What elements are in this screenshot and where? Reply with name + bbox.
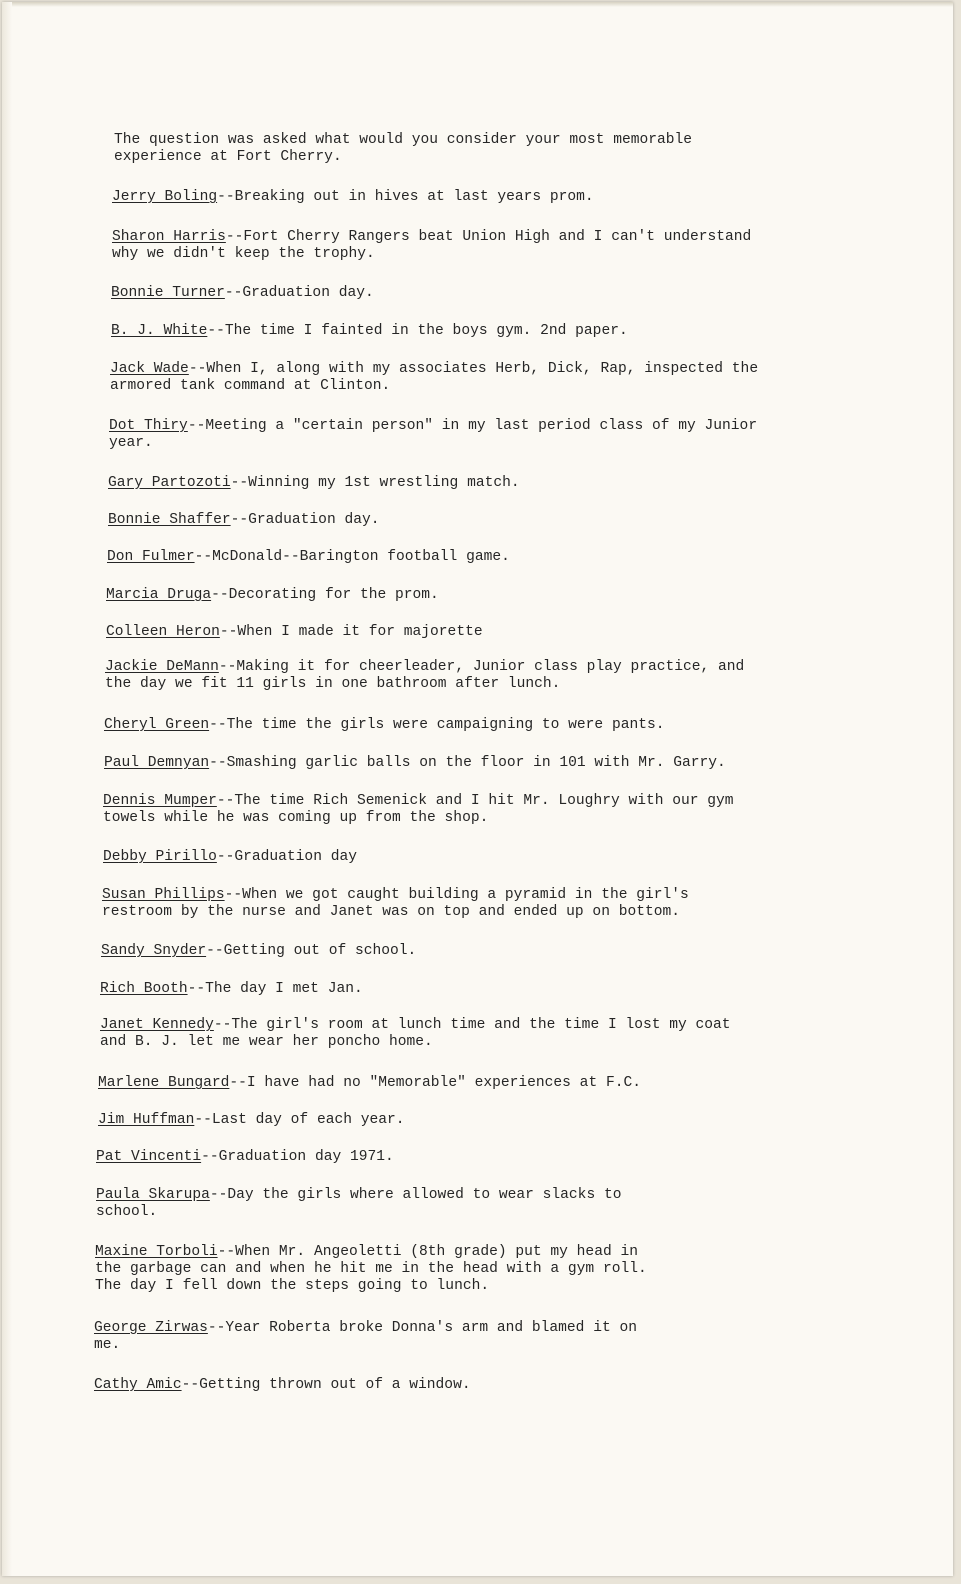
entry-name: Cathy Amic (94, 1377, 182, 1393)
entry-name: Janet Kennedy (100, 1017, 214, 1033)
entry-text: --Making it for cheerleader, Junior class play practice, and the day we fit 11 girls in one bathroom after lunch. (105, 659, 745, 692)
entry-name: Sharon Harris (112, 229, 226, 245)
entry-text: --Last day of each year. (194, 1112, 405, 1128)
entry-text: --The time the girls were campaigning to were pants. (209, 717, 665, 733)
entry-name: Maxine Torboli (95, 1244, 218, 1260)
entry-name: Marlene Bungard (98, 1075, 230, 1091)
entry (112, 229, 751, 263)
entry (104, 755, 726, 772)
paper-left-edge (2, 2, 12, 1576)
entry (111, 323, 628, 340)
entry-name: Bonnie Shaffer (108, 512, 231, 528)
entry-text: --Meeting a "certain person" in my last period class of my Junior year. (109, 418, 758, 451)
entry (94, 1320, 637, 1354)
entry-name: Paul Demnyan (104, 755, 210, 771)
entry-text: --The time I fainted in the boys gym. 2nd paper. (207, 323, 628, 339)
entry-text: --Getting thrown out of a window. (181, 1377, 471, 1393)
entry-text: --Winning my 1st wrestling match. (230, 475, 520, 491)
entry-name: Jim Huffman (98, 1112, 195, 1128)
entry-name: Dennis Mumper (103, 793, 217, 809)
entry (101, 943, 416, 960)
entry-name: Rich Booth (100, 981, 188, 997)
entry-text: --McDonald--Barington football game. (194, 549, 510, 565)
entry-text: --The girl's room at lunch time and the time I lost my coat and B. J. let me wear her poncho home. (100, 1017, 731, 1050)
entry-name: Cheryl Green (104, 717, 210, 733)
entry-name: B. J. White (111, 323, 208, 339)
entry (96, 1149, 394, 1166)
entry-name: Paula Skarupa (96, 1187, 210, 1203)
entry-text: --When Mr. Angeoletti (8th grade) put my head in the garbage can and when he hit me in the head with a gym roll. The day I fell down the steps going to lunch. (95, 1244, 647, 1294)
entry (112, 189, 594, 206)
entry-text: --Graduation day. (230, 512, 380, 528)
entry-name: Don Fulmer (107, 549, 195, 565)
entry (98, 1112, 405, 1129)
entry-text: --Getting out of school. (206, 943, 417, 959)
paper-top-edge (2, 2, 953, 7)
entry (103, 849, 357, 866)
entry-text: --Smashing garlic balls on the floor in 101 with Mr. Garry. (209, 755, 726, 771)
document-body (94, 132, 818, 1393)
entry-name: Debby Pirillo (103, 849, 217, 865)
entry-name: Jack Wade (110, 361, 189, 377)
entry-name: Pat Vincenti (96, 1149, 202, 1165)
entry (105, 659, 744, 693)
entry-text: --Decorating for the prom. (211, 587, 439, 603)
document-page (2, 2, 953, 1576)
entry-name: Jerry Boling (112, 189, 218, 205)
entry (103, 793, 734, 827)
entry (110, 361, 758, 395)
entry-text: --When I made it for majorette (219, 624, 483, 640)
entry (111, 285, 374, 302)
entry (109, 418, 757, 452)
entry-name: Gary Partozoti (108, 475, 231, 491)
entry (95, 1244, 647, 1295)
entry (106, 587, 439, 604)
entry-text: --When I, along with my associates Herb, Dick, Rap, inspected the armored tank command at Clinton. (110, 361, 759, 394)
entry (96, 1187, 621, 1221)
intro-paragraph: The question was asked what would you consider your most memorable experience at Fort Cherry. (114, 132, 693, 165)
entry (94, 1377, 471, 1394)
entry (104, 717, 665, 734)
entry (100, 1017, 731, 1051)
entry-name: Susan Phillips (102, 887, 225, 903)
entry (106, 624, 483, 641)
entry (108, 512, 380, 529)
entry (102, 887, 689, 921)
entry-text: --Year Roberta broke Donna's arm and blamed it on me. (94, 1320, 637, 1353)
entry-text: --Breaking out in hives at last years prom. (217, 189, 594, 205)
entry-text: --The time Rich Semenick and I hit Mr. Loughry with our gym towels while he was coming up from the shop. (103, 793, 734, 826)
entry (107, 549, 510, 566)
entry-text: --Day the girls where allowed to wear slacks to school. (96, 1187, 622, 1220)
entry-name: Jackie DeMann (105, 659, 219, 675)
entry (108, 475, 520, 492)
entry-text: --Graduation day 1971. (201, 1149, 394, 1165)
entry-text: --When we got caught building a pyramid in the girl's restroom by the nurse and Janet was on top and ended up on bottom. (102, 887, 689, 920)
entry-name: Marcia Druga (106, 587, 212, 603)
entry-name: Dot Thiry (109, 418, 188, 434)
entry-text: --I have had no "Memorable" experiences at F.C. (229, 1075, 641, 1091)
entry-name: Sandy Snyder (101, 943, 207, 959)
entry-text: --Graduation day (216, 849, 357, 865)
entry-text: --The day I met Jan. (187, 981, 363, 997)
entry-name: Colleen Heron (106, 624, 220, 640)
entry-name: Bonnie Turner (111, 285, 225, 301)
entry-text: --Graduation day. (224, 285, 374, 301)
entry-text: --Fort Cherry Rangers beat Union High and I can't understand why we didn't keep the trophy. (112, 229, 752, 262)
entry (98, 1075, 641, 1092)
entry-name: George Zirwas (94, 1320, 208, 1336)
entry (100, 981, 363, 998)
